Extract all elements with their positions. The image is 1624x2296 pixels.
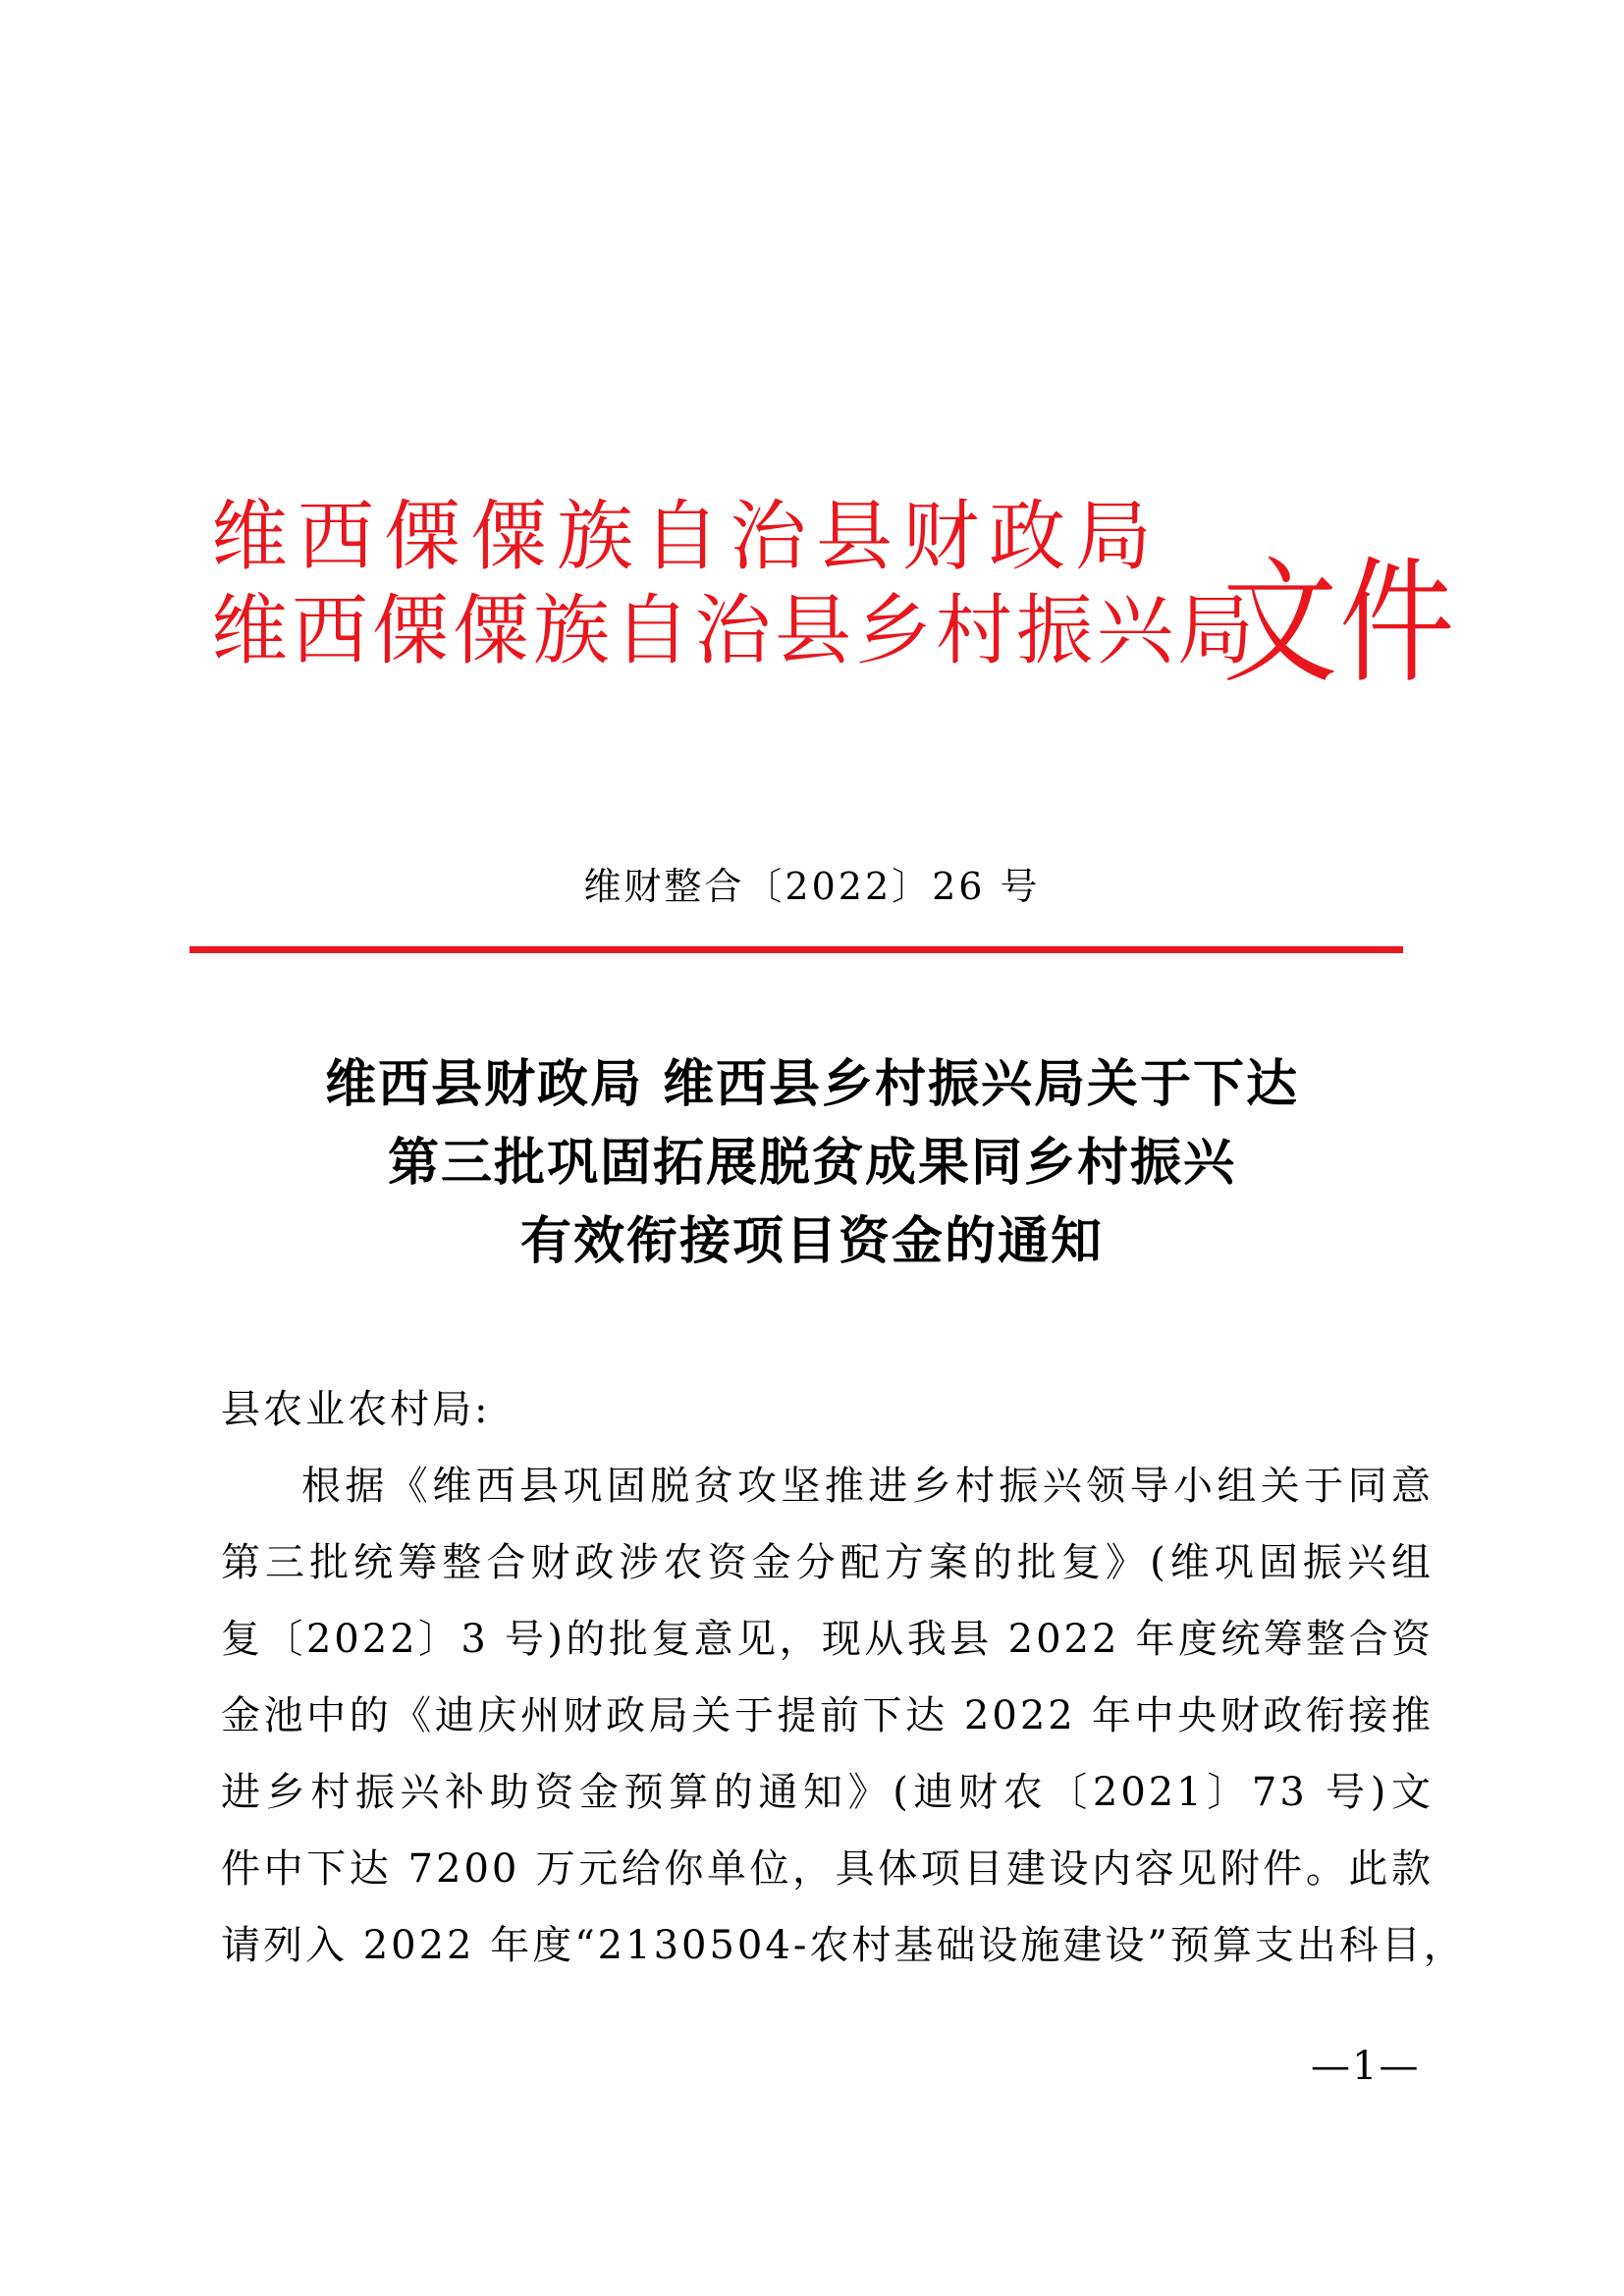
- body-line: 复〔2022〕3 号)的批复意见，现从我县 2022 年度统筹整合资: [221, 1617, 1434, 1662]
- body-line: 金池中的《迪庆州财政局关于提前下达 2022 年中央财政衔接推: [221, 1693, 1434, 1738]
- body-line: 请列入 2022 年度“2130504-农村基础设施建设”预算支出科目，: [221, 1923, 1466, 1968]
- body-line: 根据《维西县巩固脱贫攻坚推进乡村振兴领导小组关于同意: [301, 1464, 1434, 1509]
- title-line: 有效衔接项目资金的通知: [519, 1212, 1104, 1271]
- issuer-finance-bureau: 维西傈僳族自治县财政局: [211, 493, 1163, 581]
- issuer-rural-revitalization-bureau: 维西傈僳族自治县乡村振兴局: [211, 587, 1259, 675]
- title-line: 第三批巩固拓展脱贫成果同乡村振兴: [387, 1134, 1236, 1193]
- page-number: —1—: [1311, 2044, 1421, 2089]
- salutation: 县农业农村局:: [221, 1387, 491, 1432]
- title-line: 维西县财政局 维西县乡村振兴局关于下达: [324, 1055, 1300, 1114]
- body-line: 件中下达 7200 万元给你单位，具体项目建设内容见附件。此款: [221, 1846, 1434, 1892]
- red-separator-line: [189, 946, 1403, 953]
- document-title: [0, 1045, 1624, 1281]
- issuer-header: [211, 491, 1259, 679]
- header-document-suffix: 文件: [1222, 544, 1457, 702]
- document-number: 维财整合〔2022〕26 号: [583, 865, 1041, 908]
- body-line: 第三批统筹整合财政涉农资金分配方案的批复》(维巩固振兴组: [221, 1540, 1434, 1585]
- body-line: 进乡村振兴补助资金预算的通知》(迪财农〔2021〕73 号)文: [221, 1770, 1434, 1815]
- document-body: [221, 1371, 1466, 1984]
